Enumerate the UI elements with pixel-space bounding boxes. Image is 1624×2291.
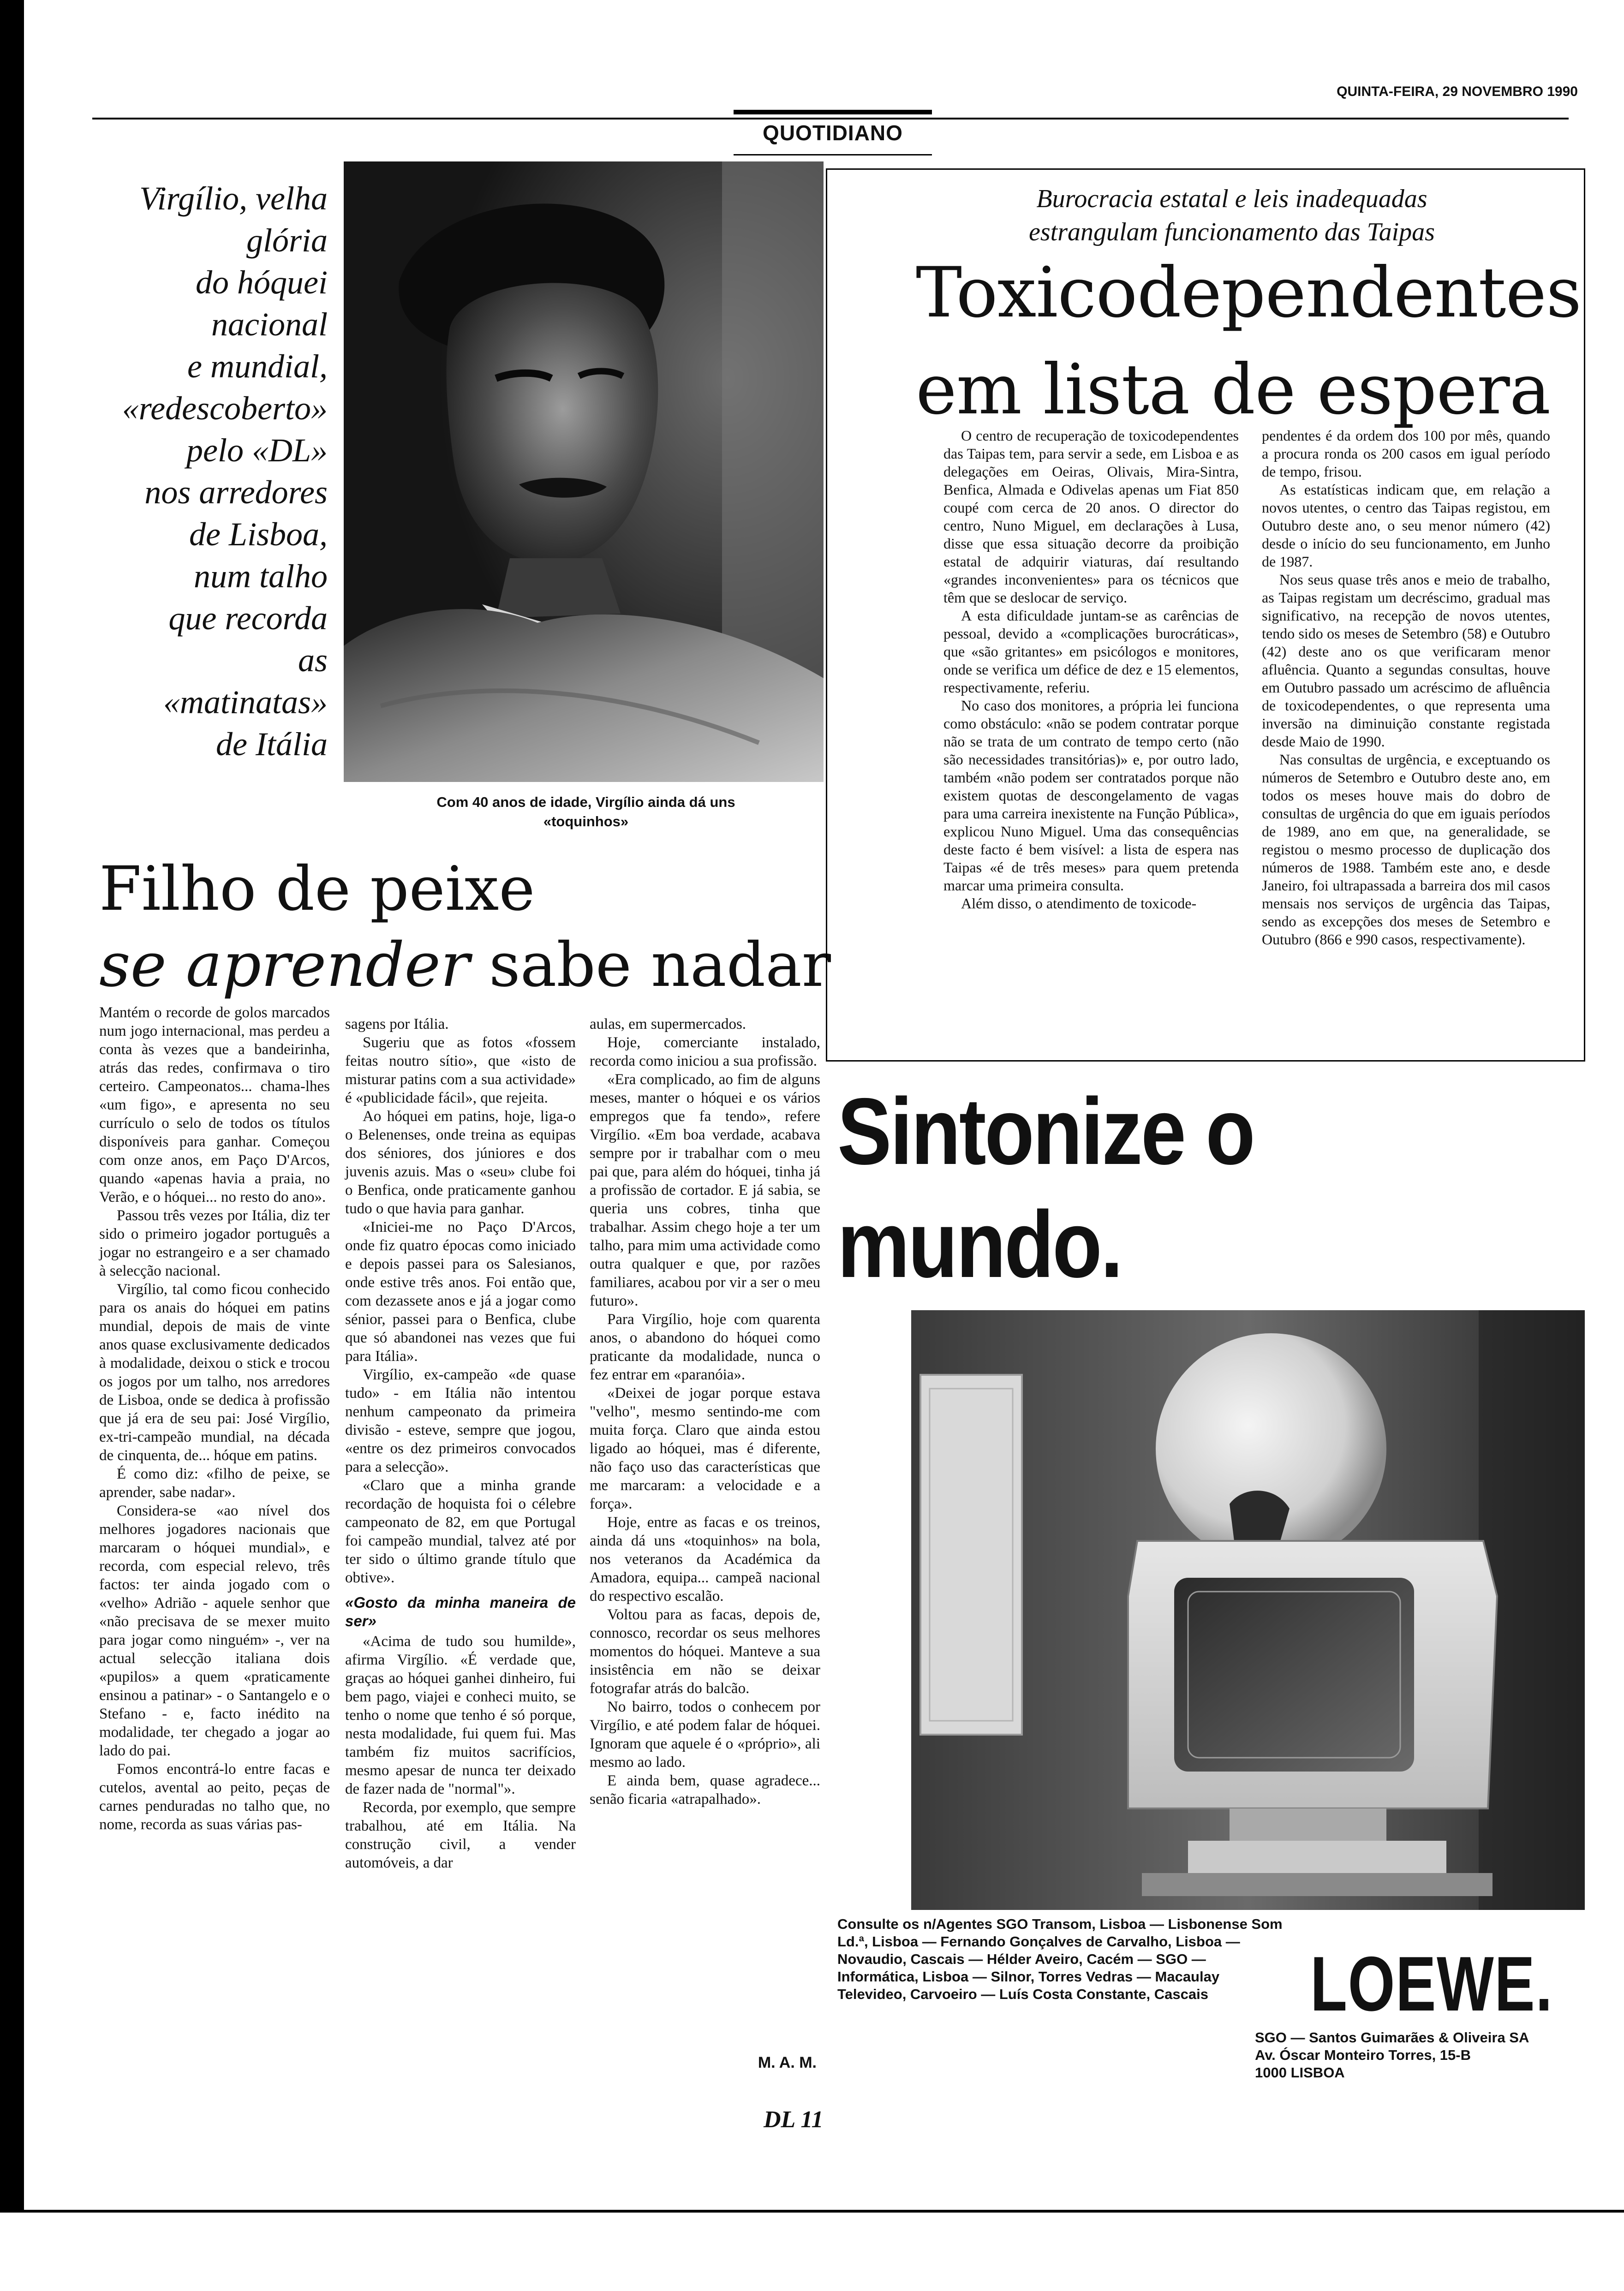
paragraph: No caso dos monitores, a própria lei funciona como obstáculo: «não se podem contratar porque não se trata de um contrato de tempo certo (não são necessidades transitórias)» e, por outro lado, também «não podem ser contratados porque não existem quotas de descongelamento de vagas para uma carreira inexistente na Função Pública», explicou Nuno Miguel. Uma das consequências deste facto é bem visível: a lista de espera nas Taipas «é de três meses» para quem pretenda marcar uma primeira consulta. [943,697,1239,894]
article-column-1 [99,1003,330,1834]
paragraph: Passou três vezes por Itália, diz ter sido o primeiro jogador português a jogar no estrangeiro e a ser chamado à selecção nacional. [99,1207,330,1279]
headline-italic-part: se aprender [99,930,470,1001]
headline-line-2: em lista de espera [916,350,1551,430]
paragraph: E ainda bem, quase agradece... senão ficaria «atrapalhado». [590,1772,820,1808]
paragraph: Nos seus quase três anos e meio de trabalho, as Taipas registam um decréscimo, gradual mas significativo, na recepção de novos utentes, tendo sido os meses de Setembro (58) e Outubro (42) deste ano os que verificaram menor afluência. Quanto a segundas consultas, houve em Outubro passado um acréscimo de afluência de toxicodependentes, o que representa uma inversão na diminuição constante registada desde Maio de 1990. [1262,571,1550,750]
distributor-line: SGO — Santos Guimarães & Oliveira SA [1255,2029,1529,2046]
ad-distributor [1255,2029,1532,2082]
right-headline [916,245,1582,438]
intro-line: nacional [211,306,328,343]
paragraph: «Deixei de jogar porque estava "velho", mesmo sentindo-me com muita força. Claro que ainda estou ligado ao hóquei, mas é diferente, não faço uso das características que me marcaram: a velocidade e a força». [590,1385,820,1512]
intro-line: e mundial, [187,348,328,385]
paragraph: Recorda, por exemplo, que sempre trabalhou, até em Itália. Na construção civil, a vender automóveis, a dar [345,1799,576,1871]
page-number: DL 11 [764,2106,824,2133]
paragraph: Ao hóquei em patins, hoje, liga-o o Belenenses, onde treina as equipas dos séniores, dos júniores e dos juvenis azuis. Mas o «seu» clube foi o Benfica, onde praticamente ganhou tudo o que havia para ganhar. [345,1108,576,1217]
portrait-photo [344,161,824,782]
headline-line-2 [99,927,837,1003]
headline-line-1: Filho de peixe [99,853,535,925]
paragraph: No bairro, todos o conhecem por Virgílio, e até podem falar de hóquei. Ignoram que aquele é o «próprio», ali mesmo ao lado. [590,1699,820,1771]
right-kicker [914,182,1550,249]
intro-line: num talho [193,558,328,595]
intro-line: «redescoberto» [122,390,328,427]
kicker-line: Burocracia estatal e leis inadequadas [1036,185,1427,213]
article-column-2 [345,1015,576,1872]
left-headline [99,851,837,1003]
subheading: «Gosto da minha maneira de ser» [345,1594,576,1629]
page-bottom-edge [0,2210,1624,2291]
paragraph: Hoje, entre as facas e os treinos, ainda dá uns «toquinhos» na bola, nos veteranos da Académica da Amadora, equipa... campeã nacional do respectivo escalão. [590,1514,820,1605]
paragraph: Hoje, comerciante instalado, recorda como iniciou a sua profissão. [590,1034,820,1069]
paragraph: O centro de recuperação de toxicodependentes das Taipas tem, para servir a sede, em Lisboa e as delegações em Oeiras, Olivais, Mira-Sintra, Benfica, Almada e Odivelas apenas um Fiat 850 coupé com cerca de 20 anos. O director do centro, Nuno Miguel, em declarações à Lusa, disse que essa situação decorre da proibição estatal de adquirir viaturas, daí resultando «grandes inconvenientes» para os técnicos que têm que se deslocar de serviço. [943,427,1239,606]
paragraph: Além disso, o atendimento de toxicode- [961,895,1197,912]
page-left-edge [0,0,24,2288]
intro-line: de Lisboa, [189,516,328,553]
intro-line: glória [246,222,328,259]
paragraph: «Claro que a minha grande recordação de hoquista foi o célebre campeonato de 82, em que Portugal foi campeão mundial, talvez até por ter sido o último grande título que obtive». [345,1477,576,1586]
intro-line: do hóquei [196,264,328,301]
issue-date: QUINTA-FEIRA, 29 NOVEMBRO 1990 [1337,84,1578,99]
intro-line: Virgílio, velha [139,180,328,217]
ad-headline-line: Sintonize o [837,1079,1254,1184]
intro-line: de Itália [216,726,328,763]
kicker-line: estrangulam funcionamento das Taipas [1029,218,1435,246]
paragraph: pendentes é da ordem dos 100 por mês, quando a procura ronda os 200 casos em igual período de tempo, frisou. [1262,427,1550,480]
photo-caption: Com 40 anos de idade, Virgílio ainda dá uns «toquinhos» [436,794,735,829]
intro-line: que recorda [168,600,328,637]
intro-line: as [298,642,328,679]
loewe-logo: LOEWE. [1310,1940,1553,2027]
paragraph: Virgílio, ex-campeão «de quase tudo» - em Itália não intentou nenhum campeonato da primeira divisão - esteve, sempre que jogou, «entre os dez primeiros convocados para a selecção». [345,1366,576,1475]
headline-regular-part: sabe nadar [489,930,831,1001]
right-column-2 [1262,427,1550,949]
paragraph: Para Virgílio, hoje com quarenta anos, o abandono do hóquei como praticante da modalidade, nunca o fez entrar em «paranóia». [590,1311,820,1383]
paragraph: Nas consultas de urgência, e exceptuando os números de Setembro e Outubro deste ano, em todos os meses houve mais do dobro de consultas de urgência do que em iguais períodos de 1989, ano em que, na generalidade, se registou o mesmo processo de duplicação dos números de 1988. Também este ano, e desde Janeiro, foi ultrapassada a barreira dos mil casos mensais nos serviços de urgência das Taipas, sendo as excepções dos meses de Setembro e Outubro (866 e 990 casos, respectivamente). [1262,751,1550,948]
paragraph: Voltou para as facas, depois de, connosco, recordar os seus melhores momentos do hóquei. Manteve a sua insistência em não se deixar fotografar atrás do balcão. [590,1606,820,1697]
distributor-line: 1000 LISBOA [1255,2064,1345,2081]
ad-agents-list: Consulte os n/Agentes SGO Transom, Lisboa — Lisbonense Som Ld.ª, Lisboa — Fernando Gonçalves de Carvalho, Lisboa — Novaudio, Cascais — Hélder Aveiro, Cacém — SGO — Informática, Lisboa — Silnor, Torres Vedras — Macaulay Televideo, Carvoeiro — Luís Costa Constante, Cascais [837,1916,1283,2002]
ad-headline [837,1075,1433,1301]
paragraph: Sugeriu que as fotos «fossem feitas noutro sítio», que «isto de misturar patins com a sua actividade» é «publicidade fácil», que rejeita. [345,1034,576,1106]
paragraph: Fomos encontrá-lo entre facas e cutelos, avental ao peito, peças de carnes penduradas no talho que, no nome, recorda as suas várias pas- [99,1761,330,1833]
ad-product-photo [911,1310,1585,1910]
paragraph: A esta dificuldade juntam-se as carências de pessoal, devido a «complicações burocráticas», que «são gritantes» em psicólogos e monitores, onde se verifica um défice de dez e 15 elementos, respectivamente, referiu. [943,607,1239,696]
author-signature: M. A. M. [758,2054,817,2071]
section-title: QUOTIDIANO [734,110,932,155]
paragraph: As estatísticas indicam que, em relação a novos utentes, o centro das Taipas registou, em Outubro deste ano, o seu menor número (42) desde o início do seu funcionamento, em Junho de 1987. [1262,481,1550,570]
distributor-line: Av. Óscar Monteiro Torres, 15-B [1255,2047,1471,2063]
paragraph: Considera-se «ao nível dos melhores jogadores nacionais que marcaram o hóquei mundial», e recorda, com especial relevo, três factos: ter ainda jogado com o «velho» Adrião - aquele senhor que «não precisava de se mexer muito para jogar como ninguém» -, ver na actual selecção italiana dois «pupilos» a quem «praticamente ensinou a patinar» - o Santangelo e o Stefano - e, facto inédito na modalidade, ter chegado a jogar ao lado do pai. [99,1503,330,1759]
paragraph: «Iniciei-me no Paço D'Arcos, onde fiz quatro épocas como iniciado e depois passei para os Salesianos, onde estive três anos. Foi então que, com dezassete anos e já a jogar como sénior, passei para o Benfica, clube que só abandonei nas vezes que fui para Itália». [345,1219,576,1365]
paragraph: É como diz: «filho de peixe, se aprender, sabe nadar». [99,1466,330,1501]
headline-line-1: Toxicodependentes [916,253,1582,333]
intro-line: «matinatas» [163,684,328,721]
ad-headline-line: mundo. [837,1192,1122,1297]
paragraph: «Era complicado, ao fim de alguns meses, manter o hóquei e os vários empregos que fa tendo», refere Virgílio. «Em boa verdade, acabava sempre por ir trabalhar com o meu pai que, para além do hóquei, tinha já a profissão de cortador. E já sabia, se queria uns cobres, tinha que trabalhar. Assim chego hoje a ter um talho, para mim uma actividade como outra qualquer e que, por razões familiares, acabou por vir a ser o meu futuro». [590,1071,820,1309]
intro-line: nos arredores [144,474,328,511]
right-column-1 [943,427,1239,913]
paragraph: sagens por Itália. [345,1016,449,1032]
paragraph: aulas, em supermercados. [590,1016,746,1032]
paragraph: Mantém o recorde de golos marcados num jogo internacional, mas perdeu a conta às vezes que a bandeirinha, atrás das redes, confirmava o tiro certeiro. Campeonatos... chama-lhes «um figo», e apresenta no seu currículo o selo de todos os títulos disponíveis para ganhar. Começou com onze anos, em Paço D'Arcos, quando «apenas havia a praia, no Verão, e o hóquei... no resto do ano». [99,1004,330,1205]
intro-line: pelo «DL» [186,432,328,469]
story-intro [115,178,328,765]
paragraph: «Acima de tudo sou humilde», afirma Virgílio. «É verdade que, graças ao hóquei ganhei dinheiro, fui bem pago, viajei e conheci muito, se tenho o nome que tenho é só porque, nesta modalidade, fui quem fui. Mas também fiz muitos sacrifícios, mesmo apesar de nunca ter deixado de fazer nada de "normal"». [345,1633,576,1797]
article-column-3 [590,1015,820,1808]
paragraph: Virgílio, tal como ficou conhecido para os anais do hóquei em patins mundial, depois de mais de vinte anos quase exclusivamente dedicados à modalidade, deixou o stick e trocou os jogos por um talho, nos arredores de Lisboa, onde se dedica à profissão que já era de seu pai: José Virgílio, ex-tri-campeão mundial, na década de cinquenta, de... hóque em patins. [99,1281,330,1464]
